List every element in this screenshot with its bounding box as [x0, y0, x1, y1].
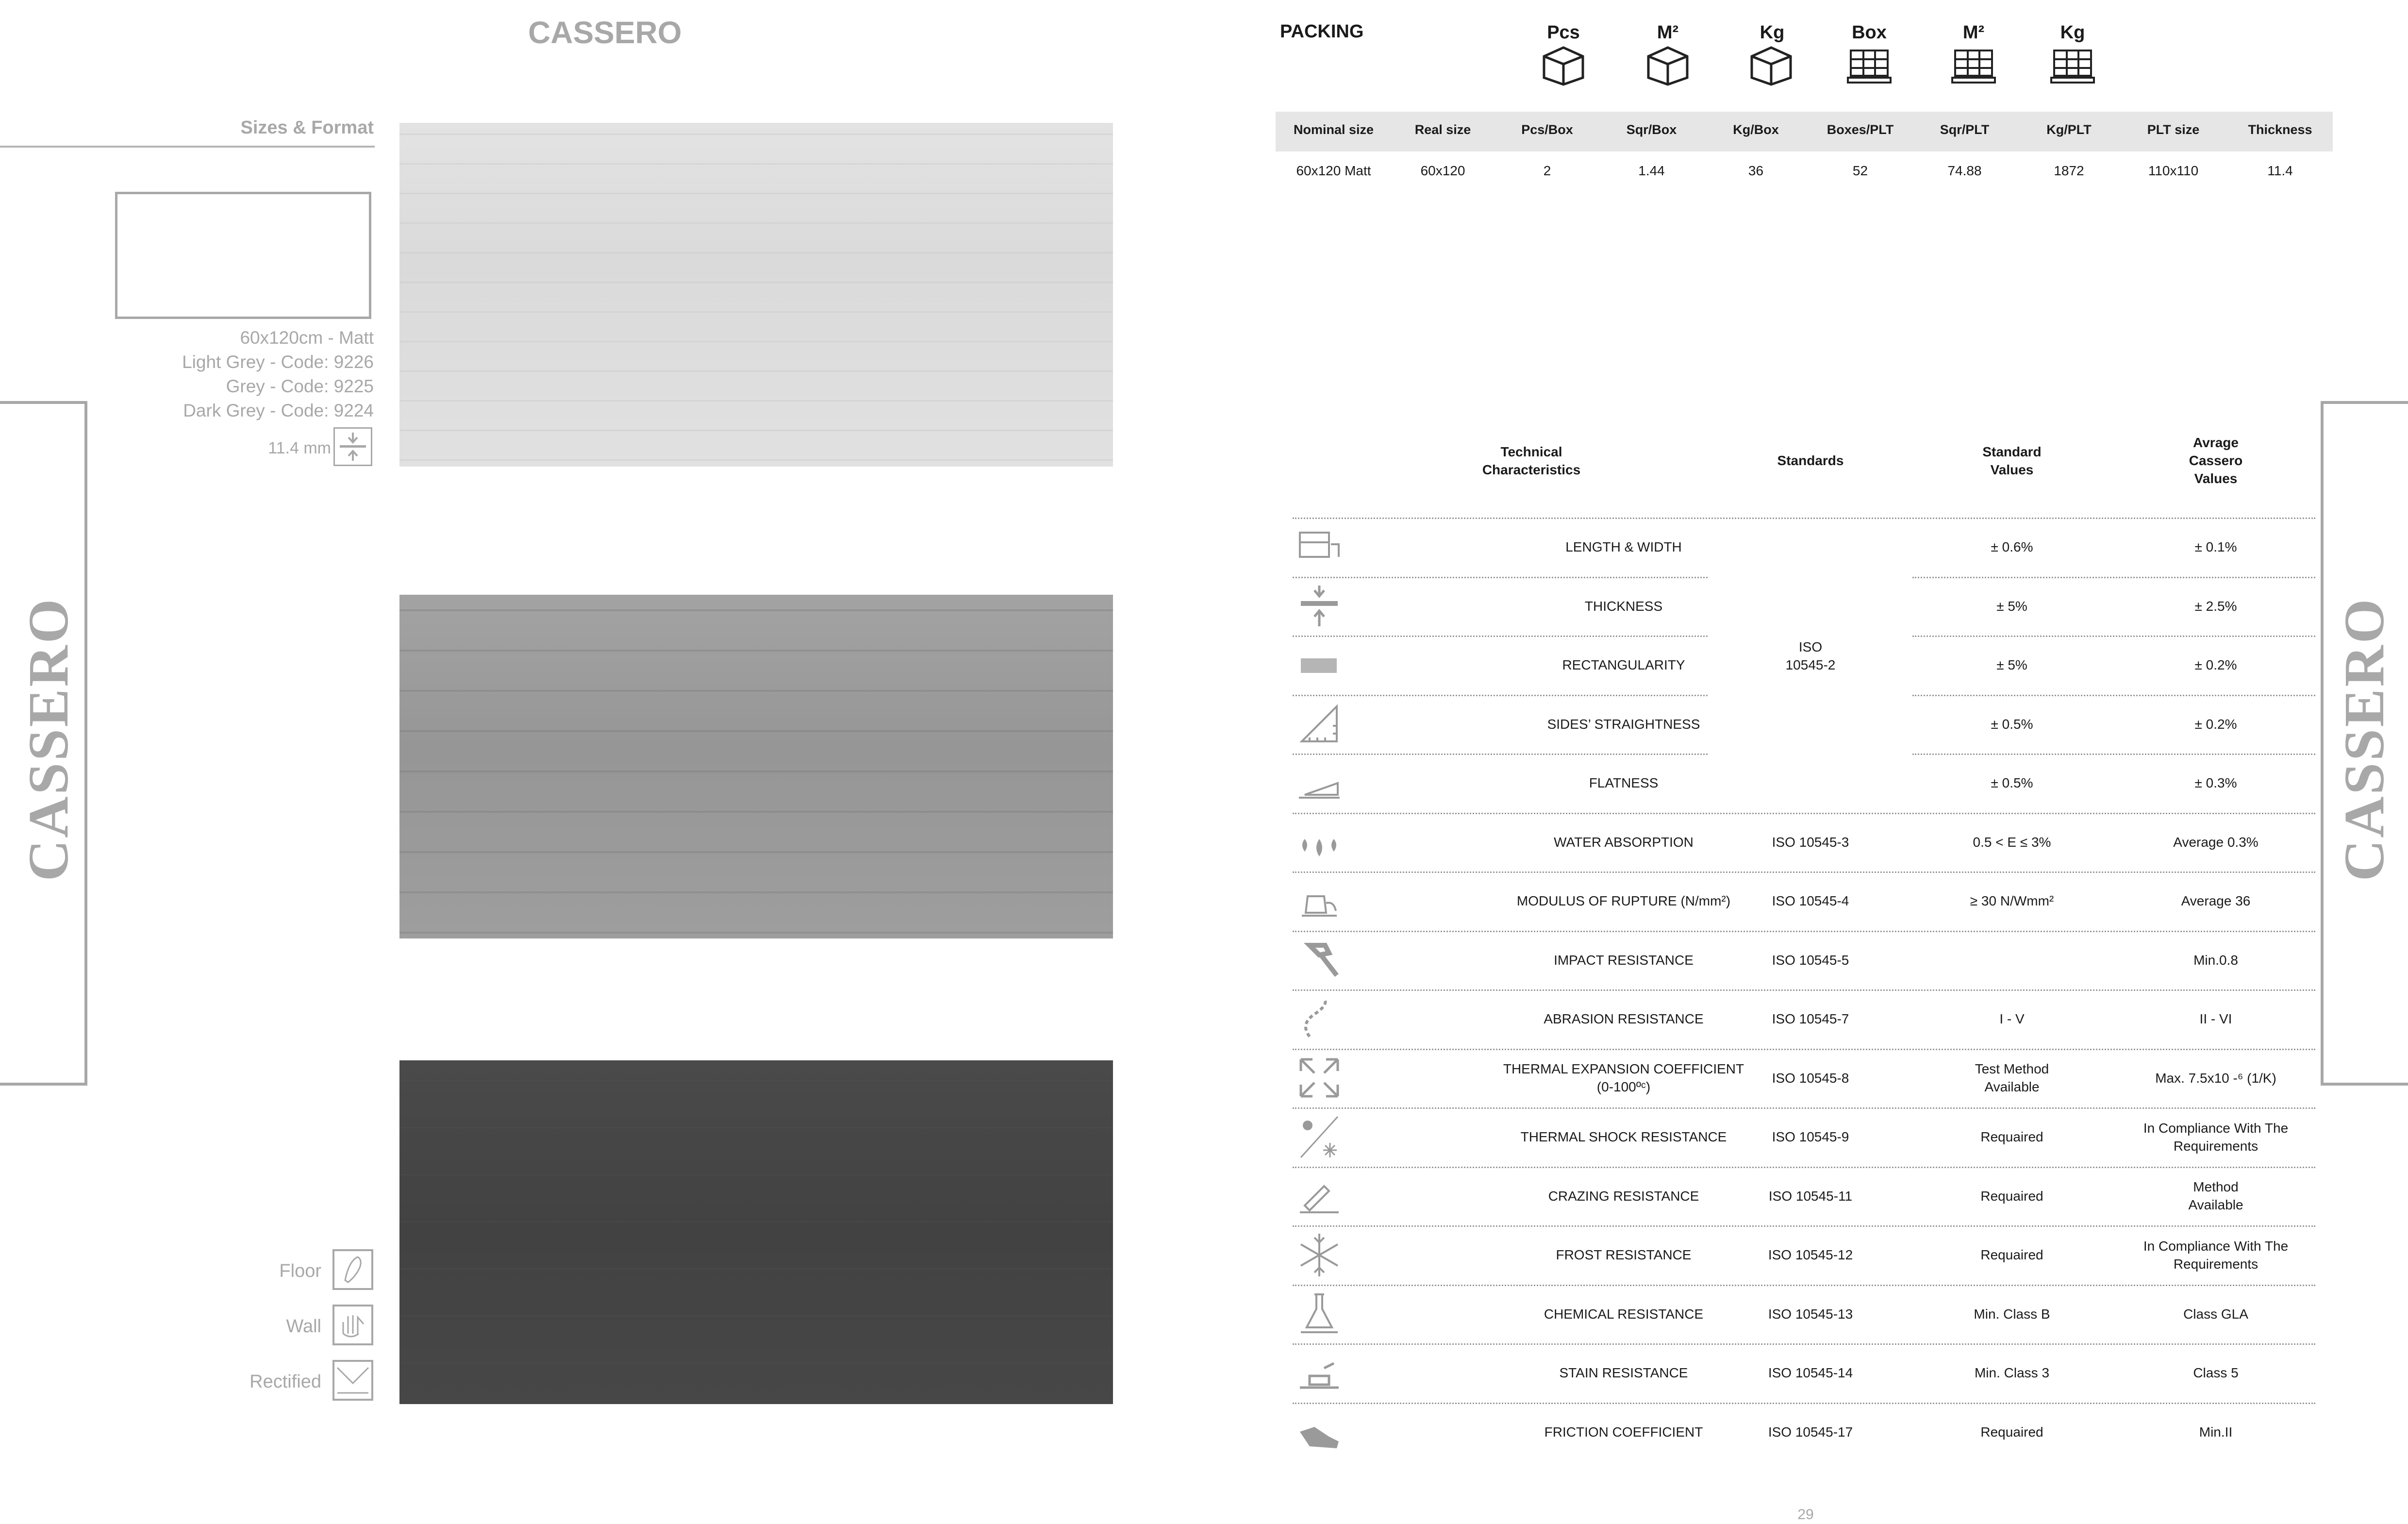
row-standard-value [1915, 1187, 2109, 1205]
floor-icon [332, 1249, 373, 1290]
row-divider [1912, 695, 2315, 696]
header-text: Values [1990, 462, 2034, 477]
row-label-line: IMPACT RESISTANCE [1554, 952, 1694, 968]
row-divider [1293, 1049, 2315, 1050]
pack-head-m2-box: M² [1657, 22, 1679, 43]
row-divider [1293, 577, 1708, 578]
packing-title: PACKING [1280, 21, 1364, 42]
grouped-standard-line: ISO [1798, 639, 1823, 654]
row-value-line: Requaired [1980, 1188, 2043, 1204]
thickness-icon [333, 427, 372, 466]
col-boxes-plt: Boxes/PLT [1827, 122, 1894, 137]
cell-pcs-box: 2 [1543, 163, 1551, 178]
row-value-line: Requaired [1980, 1247, 2043, 1263]
row-divider [1293, 813, 2315, 814]
row-average-line: Class GLA [2183, 1306, 2248, 1322]
row-standard-value [1915, 774, 2109, 792]
row-average-value [2121, 951, 2310, 969]
row-standard-value [1915, 656, 2109, 674]
page-title: CASSERO [528, 15, 682, 50]
row-divider [1293, 1403, 2315, 1404]
header-average-values [2121, 434, 2310, 487]
pallet-icon [2049, 44, 2096, 86]
row-label-line: MODULUS OF RUPTURE (N/mm²) [1516, 893, 1731, 909]
row-average-line: II - VI [2199, 1011, 2232, 1027]
row-standard: ISO 10545-8 [1772, 1070, 1849, 1086]
row-divider [1293, 871, 2315, 873]
row-standard-value [1915, 538, 2109, 556]
row-divider [1912, 577, 2315, 578]
row-standard: ISO 10545-3 [1772, 834, 1849, 850]
rectified-icon [332, 1360, 373, 1401]
row-label-line: THERMAL EXPANSION COEFFICIENT [1503, 1061, 1744, 1077]
row-label [1381, 774, 1866, 792]
usage-floor-label: Floor [279, 1261, 321, 1281]
sizes-format-label: Sizes & Format [240, 117, 374, 138]
row-value-line: ± 0.5% [1991, 775, 2033, 791]
sun-snow-icon [1295, 1113, 1344, 1161]
row-label-line: (0-100ºᶜ) [1596, 1079, 1651, 1095]
snowflake-icon [1295, 1231, 1344, 1279]
color-code-dark-grey: Dark Grey - Code: 9224 [183, 401, 374, 420]
row-average-line: ± 0.1% [2194, 539, 2237, 555]
cell-boxes-plt: 52 [1852, 163, 1868, 178]
side-title-left-wrap [0, 597, 184, 881]
row-average-line: In Compliance With The [2143, 1238, 2289, 1254]
row-divider [1293, 518, 2315, 519]
tile-dark-grey [399, 1060, 1113, 1404]
weight-icon [1295, 877, 1344, 925]
row-divider [1293, 695, 1708, 696]
col-thickness: Thickness [2248, 122, 2312, 137]
cell-sqr-plt: 74.88 [1947, 163, 1982, 178]
row-average-line: Min.II [2199, 1424, 2233, 1440]
row-divider [1293, 1167, 2315, 1168]
cell-kg-plt: 1872 [2054, 163, 2084, 178]
box-icon [1540, 44, 1587, 86]
row-label-line: SIDES’ STRAIGHTNESS [1547, 716, 1700, 732]
stain-icon [1295, 1349, 1344, 1397]
usage-wall-label: Wall [286, 1316, 321, 1337]
cell-plt-size: 110x110 [2148, 163, 2199, 178]
row-label [1381, 538, 1866, 556]
tile-light-grey [399, 123, 1113, 467]
thickness-text: 11.4 mm [268, 439, 331, 457]
row-average-value [2121, 538, 2310, 556]
shoe-icon [1295, 1407, 1344, 1456]
row-standard: ISO 10545-5 [1772, 952, 1849, 968]
row-average-line: ± 0.2% [2194, 716, 2237, 732]
header-standards: Standards [1777, 453, 1844, 468]
row-divider [1293, 754, 1708, 755]
row-average-value [2121, 1069, 2310, 1087]
row-average-value [2121, 892, 2310, 910]
wall-icon [332, 1305, 373, 1345]
row-value-line: ± 0.6% [1991, 539, 2033, 555]
pack-head-m2-plt: M² [1962, 22, 1985, 43]
hammer-icon [1295, 936, 1344, 984]
row-average-line: Average 36 [2181, 893, 2251, 909]
row-divider [1293, 1285, 2315, 1286]
row-divider [1293, 1107, 2315, 1109]
row-label-line: FROST RESISTANCE [1556, 1247, 1692, 1263]
row-average-line: Class 5 [2193, 1365, 2239, 1381]
row-label-line: FRICTION COEFFICIENT [1544, 1424, 1703, 1440]
abrasion-icon [1295, 995, 1344, 1043]
col-plt-size: PLT size [2147, 122, 2200, 137]
row-standard: ISO 10545-9 [1772, 1129, 1849, 1145]
header-characteristics [1429, 443, 1633, 479]
crazing-icon [1295, 1172, 1344, 1220]
row-label-line: LENGTH & WIDTH [1565, 539, 1682, 555]
row-standard-value [1915, 1246, 2109, 1264]
row-label [1381, 715, 1866, 733]
header-text: Characteristics [1482, 462, 1581, 477]
format-size-text: 60x120cm - Matt [240, 328, 374, 348]
row-divider [1293, 1225, 2315, 1227]
row-label-line: STAIN RESISTANCE [1559, 1365, 1688, 1381]
row-divider [1912, 636, 2315, 637]
row-value-line: Available [1984, 1079, 2040, 1095]
expand-arrows-icon [1295, 1054, 1344, 1102]
row-standard-value [1915, 1364, 2109, 1382]
tile-format-preview [115, 192, 371, 319]
row-average-line: ± 0.3% [2194, 775, 2237, 791]
row-standard-value [1915, 1423, 2109, 1441]
row-value-line: 0.5 < E ≤ 3% [1973, 834, 2051, 850]
row-label-line: RECTANGULARITY [1562, 657, 1685, 673]
row-average-line: Max. 7.5x10 -⁶ (1/K) [2155, 1070, 2276, 1086]
rectangularity-icon [1295, 641, 1344, 689]
pack-head-box: Box [1852, 22, 1887, 43]
row-average-line: In Compliance With The [2143, 1120, 2289, 1136]
row-average-value [2121, 656, 2310, 674]
row-standard-value [1915, 892, 2109, 910]
row-standard: ISO 10545-14 [1768, 1365, 1853, 1381]
pack-head-kg-box: Kg [1760, 22, 1785, 43]
row-label-line: THERMAL SHOCK RESISTANCE [1520, 1129, 1727, 1145]
header-standard-values [1915, 443, 2109, 479]
row-standard: ISO 10545-17 [1768, 1424, 1853, 1440]
cell-real-size: 60x120 [1420, 163, 1465, 178]
row-average-value [2121, 597, 2310, 615]
row-average-line: Average 0.3% [2173, 834, 2259, 850]
row-divider [1293, 931, 2315, 932]
row-divider [1293, 1343, 2315, 1345]
row-average-value [2121, 1364, 2310, 1382]
row-value-line: ± 0.5% [1991, 716, 2033, 732]
water-drops-icon [1295, 818, 1344, 866]
row-label-line: CRAZING RESISTANCE [1548, 1188, 1699, 1204]
row-average-line: Method [2193, 1179, 2239, 1195]
row-standard: ISO 10545-7 [1772, 1011, 1849, 1027]
cell-nominal-size: 60x120 Matt [1296, 163, 1371, 178]
row-standard-value [1915, 833, 2109, 851]
row-average-line: ± 2.5% [2194, 598, 2237, 614]
cell-kg-box: 36 [1748, 163, 1764, 178]
row-average-value [2121, 1423, 2310, 1441]
row-value-line: Min. Class 3 [1974, 1365, 2050, 1381]
row-label [1381, 597, 1866, 615]
row-label [1381, 656, 1866, 674]
row-average-line: Requirements [2173, 1256, 2259, 1272]
pallet-icon [1950, 44, 1997, 86]
pallet-icon [1846, 44, 1893, 86]
side-title-right: CASSERO [2332, 597, 2396, 881]
straightness-icon [1295, 700, 1344, 748]
box-icon [1748, 44, 1794, 86]
row-average-line: ± 0.2% [2194, 657, 2237, 673]
thickness-icon [1295, 582, 1344, 630]
divider [0, 146, 375, 148]
pack-head-pcs: Pcs [1547, 22, 1580, 43]
col-kg-box: Kg/Box [1733, 122, 1779, 137]
header-text: Values [2194, 471, 2238, 486]
row-standard-value [1915, 1305, 2109, 1323]
box-icon [1644, 44, 1691, 86]
col-sqr-plt: Sqr/PLT [1940, 122, 1990, 137]
side-title-left: CASSERO [17, 597, 80, 881]
row-average-value [2121, 1010, 2310, 1028]
col-real-size: Real size [1414, 122, 1471, 137]
col-nominal-size: Nominal size [1293, 122, 1374, 137]
cell-sqr-box: 1.44 [1638, 163, 1665, 178]
side-title-right-wrap [2228, 597, 2408, 881]
col-sqr-box: Sqr/Box [1626, 122, 1677, 137]
row-standard-value [1915, 1128, 2109, 1146]
row-value-line: Requaired [1980, 1424, 2043, 1440]
col-pcs-box: Pcs/Box [1521, 122, 1573, 137]
flatness-icon [1295, 759, 1344, 807]
row-standard-value [1915, 597, 2109, 615]
row-value-line: Requaired [1980, 1129, 2043, 1145]
color-code-light-grey: Light Grey - Code: 9226 [182, 352, 374, 372]
row-standard: ISO 10545-13 [1768, 1306, 1853, 1322]
row-average-value [2121, 1305, 2310, 1323]
row-average-value [2121, 1178, 2310, 1214]
flask-icon [1295, 1290, 1344, 1338]
row-label-line: WATER ABSORPTION [1554, 834, 1694, 850]
header-text: Standard [1982, 444, 2042, 459]
row-standard: ISO 10545-12 [1768, 1247, 1853, 1263]
row-label-line: THICKNESS [1584, 598, 1663, 614]
length-width-icon [1295, 523, 1344, 571]
row-value-line: I - V [1999, 1011, 2025, 1027]
row-average-line: Requirements [2173, 1138, 2259, 1154]
page-number: 29 [1797, 1507, 1814, 1523]
color-code-grey: Grey - Code: 9225 [226, 376, 374, 396]
row-divider [1293, 636, 1708, 637]
row-value-line: ± 5% [1996, 598, 2027, 614]
usage-rectified-label: Rectified [249, 1372, 321, 1392]
header-text: Avrage [2193, 435, 2239, 450]
row-label-line: ABRASION RESISTANCE [1544, 1011, 1704, 1027]
row-standard-value [1915, 715, 2109, 733]
header-text: Cassero [2189, 453, 2243, 468]
row-value-line: Min. Class B [1974, 1306, 2050, 1322]
row-average-value [2121, 1237, 2310, 1273]
row-average-line: Min.0.8 [2193, 952, 2238, 968]
header-text: Technical [1500, 444, 1562, 459]
row-average-value [2121, 1119, 2310, 1155]
grouped-standard-line: 10545-2 [1785, 657, 1836, 672]
row-average-line: Available [2188, 1197, 2243, 1213]
pack-head-kg-plt: Kg [2060, 22, 2085, 43]
col-kg-plt: Kg/PLT [2046, 122, 2092, 137]
tile-grey [399, 595, 1113, 938]
row-value-line: ± 5% [1996, 657, 2027, 673]
row-value-line: Test Method [1975, 1061, 2049, 1077]
row-value-line: ≥ 30 N/Wmm² [1970, 893, 2054, 909]
row-average-value [2121, 833, 2310, 851]
row-standard: ISO 10545-4 [1772, 893, 1849, 909]
row-label-line: FLATNESS [1589, 775, 1659, 791]
row-standard-value [1915, 1060, 2109, 1096]
row-standard: ISO 10545-11 [1768, 1188, 1853, 1204]
cell-thickness: 11.4 [2267, 163, 2293, 178]
row-divider [1293, 989, 2315, 991]
row-standard-value [1915, 1010, 2109, 1028]
row-label-line: CHEMICAL RESISTANCE [1544, 1306, 1704, 1322]
